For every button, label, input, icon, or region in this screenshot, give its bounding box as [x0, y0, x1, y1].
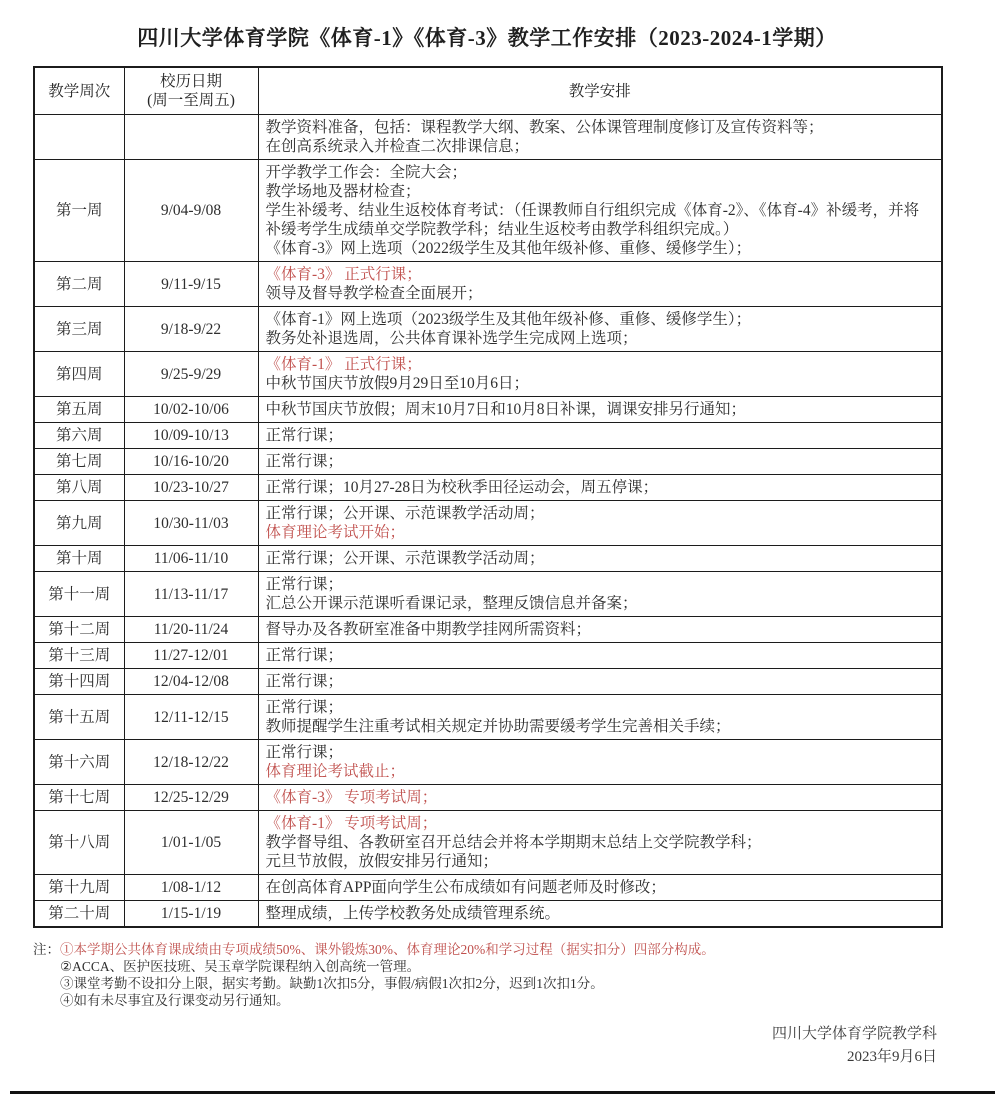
dates-cell: 1/15-1/19	[124, 901, 258, 928]
week-cell	[34, 115, 124, 160]
dates-cell: 10/30-11/03	[124, 501, 258, 546]
arrangement-line: 《体育-3》网上选项（2022级学生及其他年级补修、重修、缓修学生）；	[265, 240, 752, 257]
table-row	[34, 115, 942, 160]
dates-cell: 11/20-11/24	[124, 617, 258, 643]
dates-cell: 12/04-12/08	[124, 669, 258, 695]
arrangement-line: 正常行课；	[265, 647, 344, 664]
arrangement-line: 《体育-3》 专项考试周；	[265, 789, 438, 806]
dates-cell: 1/01-1/05	[124, 811, 258, 875]
table-row	[34, 160, 942, 262]
arrangement-cell	[258, 160, 942, 262]
column-header-week: 教学周次	[34, 67, 124, 115]
arrangement-cell	[258, 811, 942, 875]
arrangement-cell	[258, 643, 942, 669]
arrangement-cell	[258, 423, 942, 449]
teaching-schedule-table	[33, 66, 943, 928]
arrangement-line: 正常行课；	[265, 699, 344, 716]
table-row	[34, 875, 942, 901]
table-header-row	[34, 67, 942, 115]
week-cell: 第十五周	[34, 695, 124, 740]
week-cell: 第十七周	[34, 785, 124, 811]
arrangement-cell	[258, 785, 942, 811]
week-cell: 第十九周	[34, 875, 124, 901]
week-cell: 第七周	[34, 449, 124, 475]
arrangement-line: 《体育-1》 正式行课；	[265, 356, 422, 373]
arrangement-line: 领导及督导教学检查全面展开；	[265, 285, 483, 302]
week-cell: 第八周	[34, 475, 124, 501]
arrangement-line: 《体育-3》 正式行课；	[265, 266, 422, 283]
signature-date: 2023年9月6日	[846, 1049, 937, 1065]
week-cell: 第十周	[34, 546, 124, 572]
arrangement-cell	[258, 501, 942, 546]
dates-cell: 9/18-9/22	[124, 307, 258, 352]
notes-label: 注：	[33, 942, 60, 957]
table-row	[34, 475, 942, 501]
table-row	[34, 901, 942, 928]
week-cell: 第十二周	[34, 617, 124, 643]
dates-cell: 10/16-10/20	[124, 449, 258, 475]
note-item: ②ACCA、医护医技班、吴玉章学院课程纳入创高统一管理。	[60, 959, 421, 974]
week-cell: 第十六周	[34, 740, 124, 785]
notes-list	[60, 941, 941, 1009]
bottom-divider	[10, 1091, 995, 1094]
arrangement-cell	[258, 669, 942, 695]
arrangement-line: 整理成绩，上传学校教务处成绩管理系统。	[265, 905, 561, 922]
dates-cell: 9/11-9/15	[124, 262, 258, 307]
table-row	[34, 501, 942, 546]
arrangement-line: 教学督导组、各教研室召开总结会并将本学期期末总结上交学院教学科；	[265, 834, 762, 851]
arrangement-line: 中秋节国庆节放假；周末10月7日和10月8日补课，调课安排另行通知；	[265, 401, 747, 418]
week-cell: 第二周	[34, 262, 124, 307]
dates-cell: 11/27-12/01	[124, 643, 258, 669]
arrangement-line: 在创高体育APP面向学生公布成绩如有问题老师及时修改；	[265, 879, 666, 896]
table-row	[34, 811, 942, 875]
arrangement-line: 正常行课；	[265, 427, 344, 444]
week-cell: 第九周	[34, 501, 124, 546]
arrangement-line: 体育理论考试开始；	[265, 524, 406, 541]
note-item: ④如有未尽事宜及行课变动另行通知。	[60, 993, 290, 1008]
dates-cell: 12/18-12/22	[124, 740, 258, 785]
arrangement-line: 元旦节放假，放假安排另行通知；	[265, 853, 499, 870]
week-cell: 第十三周	[34, 643, 124, 669]
arrangement-cell	[258, 695, 942, 740]
arrangement-cell	[258, 449, 942, 475]
note-item: ③课堂考勤不设扣分上限，据实考勤。缺勤1次扣5分，事假/病假1次扣2分，迟到1次扣1分。	[60, 976, 604, 991]
week-cell: 第十八周	[34, 811, 124, 875]
table-row	[34, 546, 942, 572]
arrangement-cell	[258, 262, 942, 307]
dates-cell: 10/23-10/27	[124, 475, 258, 501]
table-row	[34, 352, 942, 397]
arrangement-line: 教师提醒学生注重考试相关规定并协助需要缓考学生完善相关手续；	[265, 718, 731, 735]
arrangement-line: 开学教学工作会：全院大会；	[265, 164, 468, 181]
arrangement-line: 正常行课；10月27-28日为校秋季田径运动会，周五停课；	[265, 479, 659, 496]
table-row	[34, 740, 942, 785]
arrangement-line: 教学场地及器材检查；	[265, 183, 421, 200]
arrangement-line: 在创高系统录入并检查二次排课信息；	[265, 138, 530, 155]
table-row	[34, 397, 942, 423]
week-cell: 第一周	[34, 160, 124, 262]
week-cell: 第三周	[34, 307, 124, 352]
arrangement-line: 正常行课；	[265, 744, 344, 761]
table-row	[34, 617, 942, 643]
column-header-arrangement: 教学安排	[258, 67, 942, 115]
dates-cell	[124, 115, 258, 160]
arrangement-cell	[258, 572, 942, 617]
arrangement-line: 汇总公开课示范课听看课记录，整理反馈信息并备案；	[265, 595, 638, 612]
note-item: ①本学期公共体育课成绩由专项成绩50%、课外锻炼30%、体育理论20%和学习过程（据实扣分）四部分构成。	[60, 942, 715, 957]
column-header-dates-line2: (周一至周五)	[147, 92, 235, 109]
arrangement-line: 体育理论考试截止；	[265, 763, 406, 780]
arrangement-line: 督导办及各教研室准备中期教学挂网所需资料；	[265, 621, 592, 638]
dates-cell: 12/11-12/15	[124, 695, 258, 740]
table-row	[34, 695, 942, 740]
arrangement-line: 教学资料准备，包括：课程教学大纲、教案、公体课管理制度修订及宣传资料等；	[265, 119, 824, 136]
dates-cell: 10/09-10/13	[124, 423, 258, 449]
table-row	[34, 643, 942, 669]
arrangement-line: 正常行课；公开课、示范课教学活动周；	[265, 505, 545, 522]
arrangement-cell	[258, 307, 942, 352]
week-cell: 第六周	[34, 423, 124, 449]
dates-cell: 9/25-9/29	[124, 352, 258, 397]
week-cell: 第二十周	[34, 901, 124, 928]
arrangement-line: 中秋节国庆节放假9月29日至10月6日；	[265, 375, 530, 392]
arrangement-cell	[258, 475, 942, 501]
arrangement-line: 学生补缓考、结业生返校体育考试：（任课教师自行组织完成《体育-2》、《体育-4》补缓考，并将补缓考学生成绩单交学院教学科；结业生返校考由教学科组织完成。）	[265, 202, 920, 238]
week-cell: 第五周	[34, 397, 124, 423]
column-header-dates	[124, 67, 258, 115]
table-row	[34, 307, 942, 352]
arrangement-cell	[258, 875, 942, 901]
table-row	[34, 669, 942, 695]
arrangement-cell	[258, 115, 942, 160]
table-row	[34, 449, 942, 475]
signature-block	[33, 1023, 941, 1069]
notes-section	[33, 941, 941, 1009]
signature-org: 四川大学体育学院教学科	[771, 1026, 937, 1042]
dates-cell: 10/02-10/06	[124, 397, 258, 423]
page-title: 四川大学体育学院《体育-1》《体育-3》教学工作安排（2023-2024-1学期）	[137, 26, 837, 50]
week-cell: 第十一周	[34, 572, 124, 617]
dates-cell: 9/04-9/08	[124, 160, 258, 262]
arrangement-line: 正常行课；公开课、示范课教学活动周；	[265, 550, 545, 567]
dates-cell: 12/25-12/29	[124, 785, 258, 811]
table-row	[34, 785, 942, 811]
arrangement-line: 《体育-1》网上选项（2023级学生及其他年级补修、重修、缓修学生）；	[265, 311, 752, 328]
week-cell: 第十四周	[34, 669, 124, 695]
week-cell: 第四周	[34, 352, 124, 397]
arrangement-cell	[258, 397, 942, 423]
dates-cell: 11/13-11/17	[124, 572, 258, 617]
column-header-dates-line1: 校历日期	[159, 73, 222, 90]
table-row	[34, 572, 942, 617]
dates-cell: 1/08-1/12	[124, 875, 258, 901]
dates-cell: 11/06-11/10	[124, 546, 258, 572]
arrangement-line: 教务处补退选周，公共体育课补选学生完成网上选项；	[265, 330, 638, 347]
arrangement-line: 《体育-1》 专项考试周；	[265, 815, 438, 832]
arrangement-line: 正常行课；	[265, 673, 344, 690]
table-row	[34, 262, 942, 307]
arrangement-cell	[258, 352, 942, 397]
arrangement-cell	[258, 740, 942, 785]
table-row	[34, 423, 942, 449]
arrangement-cell	[258, 617, 942, 643]
arrangement-line: 正常行课；	[265, 576, 344, 593]
arrangement-cell	[258, 546, 942, 572]
arrangement-line: 正常行课；	[265, 453, 344, 470]
arrangement-cell	[258, 901, 942, 928]
